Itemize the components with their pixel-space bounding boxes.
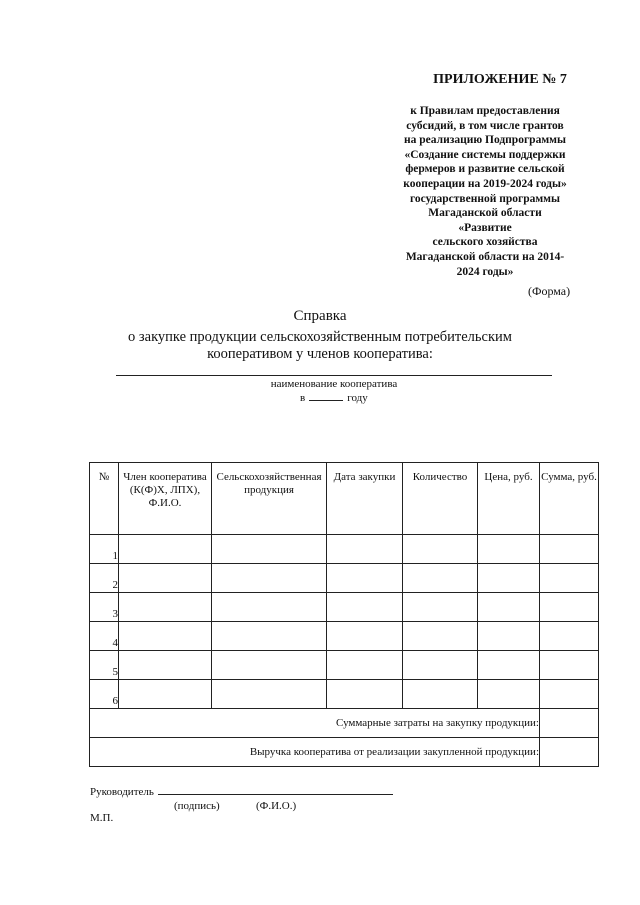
- signature-caption: (подпись): [174, 800, 220, 812]
- appendix-line: субсидий, в том числе грантов: [406, 119, 564, 132]
- product-cell[interactable]: [212, 564, 327, 593]
- sum-cell[interactable]: [540, 535, 599, 564]
- revenue-row: [90, 738, 599, 767]
- column-header-quantity: Количество: [403, 463, 478, 535]
- product-cell[interactable]: [212, 651, 327, 680]
- quantity-cell[interactable]: [403, 680, 478, 709]
- cooperative-name-caption: наименование кооператива: [270, 378, 398, 390]
- row-number: 6: [90, 680, 119, 709]
- row-number: 1: [90, 535, 119, 564]
- row-number: 5: [90, 651, 119, 680]
- member-cell[interactable]: [119, 593, 212, 622]
- price-cell[interactable]: [478, 535, 540, 564]
- total-costs-value-cell[interactable]: [540, 709, 599, 738]
- table-row: [90, 651, 599, 680]
- signature-field[interactable]: [158, 794, 393, 795]
- sum-cell[interactable]: [540, 622, 599, 651]
- sum-cell[interactable]: [540, 593, 599, 622]
- stamp-label: М.П.: [90, 812, 114, 824]
- title-block: [90, 308, 550, 363]
- row-number: 4: [90, 622, 119, 651]
- date-cell[interactable]: [327, 680, 403, 709]
- total-costs-row: [90, 709, 599, 738]
- date-cell[interactable]: [327, 622, 403, 651]
- table-row: [90, 680, 599, 709]
- table-row: [90, 622, 599, 651]
- member-cell[interactable]: [119, 622, 212, 651]
- appendix-block: [390, 72, 580, 279]
- price-cell[interactable]: [478, 680, 540, 709]
- table-header-row: [90, 463, 599, 535]
- column-header-member: Член кооператива (К(Ф)Х, ЛПХ), Ф.И.О.: [119, 463, 212, 535]
- cooperative-name-field[interactable]: [116, 375, 552, 376]
- date-cell[interactable]: [327, 593, 403, 622]
- row-number: 3: [90, 593, 119, 622]
- quantity-cell[interactable]: [403, 593, 478, 622]
- price-cell[interactable]: [478, 593, 540, 622]
- member-cell[interactable]: [119, 651, 212, 680]
- date-cell[interactable]: [327, 564, 403, 593]
- appendix-line: на реализацию Подпрограммы: [404, 134, 566, 147]
- appendix-line: 2024 годы»: [456, 265, 514, 278]
- document-subtitle: [90, 329, 550, 363]
- appendix-line: фермеров и развитие сельской: [405, 163, 565, 176]
- sum-cell[interactable]: [540, 651, 599, 680]
- column-header-date: Дата закупки: [327, 463, 403, 535]
- year-prefix: в: [300, 392, 306, 404]
- appendix-line: сельского хозяйства: [432, 236, 538, 249]
- column-header-number: №: [90, 463, 119, 535]
- form-label: (Форма): [528, 284, 571, 298]
- purchase-table: [89, 462, 599, 767]
- appendix-line: «Создание системы поддержки: [404, 148, 566, 161]
- subtitle-line: о закупке продукции сельскохозяйственным потребительским: [128, 329, 512, 345]
- appendix-title: ПРИЛОЖЕНИЕ № 7: [433, 72, 567, 87]
- revenue-value-cell[interactable]: [540, 738, 599, 767]
- revenue-label: Выручка кооператива от реализации закупленной продукции:: [90, 738, 540, 767]
- table-row: [90, 564, 599, 593]
- appendix-line: к Правилам предоставления: [410, 105, 560, 117]
- product-cell[interactable]: [212, 680, 327, 709]
- appendix-line: Магаданской области на 2014-: [405, 250, 565, 263]
- price-cell[interactable]: [478, 622, 540, 651]
- price-cell[interactable]: [478, 651, 540, 680]
- column-header-product: Сельскохозяйственная продукция: [212, 463, 327, 535]
- document-title: Справка: [293, 308, 347, 324]
- appendix-line: Магаданской области: [428, 207, 542, 220]
- table-row: [90, 593, 599, 622]
- table-row: [90, 535, 599, 564]
- year-suffix: году: [347, 392, 368, 404]
- quantity-cell[interactable]: [403, 535, 478, 564]
- price-cell[interactable]: [478, 564, 540, 593]
- name-caption: (Ф.И.О.): [256, 800, 297, 812]
- member-cell[interactable]: [119, 680, 212, 709]
- date-cell[interactable]: [327, 651, 403, 680]
- appendix-line: кооперации на 2019-2024 годы»: [403, 177, 567, 190]
- quantity-cell[interactable]: [403, 622, 478, 651]
- sum-cell[interactable]: [540, 680, 599, 709]
- row-number: 2: [90, 564, 119, 593]
- appendix-line: государственной программы: [410, 192, 560, 205]
- subtitle-line: кооперативом у членов кооператива:: [207, 346, 433, 362]
- year-line: [300, 392, 368, 404]
- appendix-body: [390, 104, 580, 279]
- total-costs-label: Суммарные затраты на закупку продукции:: [90, 709, 540, 738]
- year-field[interactable]: [309, 400, 343, 401]
- column-header-price: Цена, руб.: [478, 463, 540, 535]
- product-cell[interactable]: [212, 622, 327, 651]
- product-cell[interactable]: [212, 535, 327, 564]
- signature-line: [90, 786, 393, 798]
- quantity-cell[interactable]: [403, 564, 478, 593]
- head-label: Руководитель: [90, 786, 154, 798]
- product-cell[interactable]: [212, 593, 327, 622]
- appendix-line: «Развитие: [458, 221, 512, 234]
- member-cell[interactable]: [119, 564, 212, 593]
- column-header-sum: Сумма, руб.: [540, 463, 599, 535]
- quantity-cell[interactable]: [403, 651, 478, 680]
- sum-cell[interactable]: [540, 564, 599, 593]
- date-cell[interactable]: [327, 535, 403, 564]
- member-cell[interactable]: [119, 535, 212, 564]
